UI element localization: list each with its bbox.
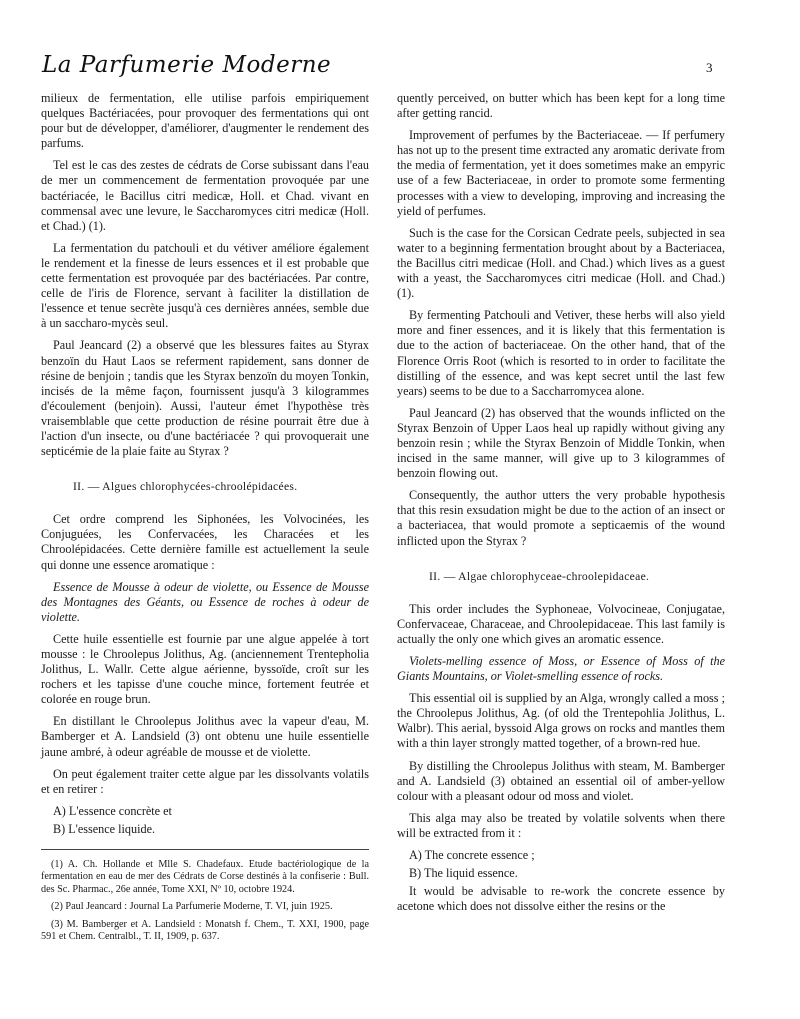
paragraph: This order includes the Syphoneae, Volvocineae, Conjugatae, Confervaceae, Characeae, and Chroolepidaceae. This last family is actually the only one which gives an aromatic essence. <box>397 601 725 646</box>
paragraph: It would be advisable to re-work the concrete essence by acetone which does not dissolve either the resins or the <box>397 884 725 914</box>
section-heading: II. — Algues chlorophycées-chroolépidacées. <box>73 480 298 494</box>
paragraph: By distilling the Chroolepus Jolithus with steam, M. Bamberger and A. Landsield (3) obtained an essential oil of amber-yellow colour with a pleasant odour od moss and violet. <box>397 758 725 803</box>
paragraph: En distillant le Chroolepus Jolithus avec la vapeur d'eau, M. Bamberger et A. Landsield (3) ont obtenu une huile essentielle jaune ambré, à odeur agréable de mousse et de violette. <box>41 714 369 759</box>
paragraph: This alga may also be treated by volatile solvents when there will be extracted from it : <box>397 810 725 840</box>
right-column-english <box>397 91 725 921</box>
list-item-a: A) L'essence concrète et <box>53 803 172 818</box>
footnote-1: (1) A. Ch. Hollande et Mlle S. Chadefaux. Etude bactériologique de la fermentation en eau de mer des Cédrats de Corse destinés à la confiserie : Bull. des Sc. Pharmac., 26e année, Tome XXI, Nº 10, octobre 1924. <box>41 859 369 895</box>
paragraph: Paul Jeancard (2) a observé que les blessures faites au Styrax benzoïn du Haut Laos se referment rapidement, sans donner de résine de benjoin ; tandis que les Styrax benzoïn du moyen Tonkin, incisés de la même façon, fournissent jusqu'à 3 kilogrammes d'écoulement (benjoin). Aussi, l'auteur émet l'hypothèse très vraisemblable que cette production de résine pourrait être due à l'action d'un insecte, ou d'une bactériacée ? qui provoquerait une septicémie de la plaie faite au Styrax ? <box>41 338 369 459</box>
list-item-a: A) The concrete essence ; <box>409 848 535 863</box>
paragraph-italic: Essence de Mousse à odeur de violette, ou Essence de Mousse des Montagnes des Géants, ou Essence de roches à odeur de violette. <box>41 579 369 624</box>
paragraph: La fermentation du patchouli et du vétiver améliore également le rendement et la finesse de leurs essences et il est probable que cette fermentation est provoquée par des bactériacées. Par contre, celle de l'iris de Florence, servant à faciliter la distillation de l'essence et tenue secrète jusqu'à ces dernières années, semble due à un saccharo-mycès seul. <box>41 240 369 331</box>
paragraph: Cette huile essentielle est fournie par une algue appelée à tort mousse : le Chroolepus Jolithus, Ag. (anciennement Trentepholia Jolithus, L. Wallr. Cette algue aérienne, byssoïde, croît sur les rochers et les tapisse d'une couche mince, fortement feutrée et colorée en rouge brun. <box>41 631 369 707</box>
paragraph: Tel est le cas des zestes de cédrats de Corse subissant dans l'eau de mer un commencement de fermentation provoquée par une bactériacée, le Bacillus citri medicæ, Holl. et Chad. vivant en commensal avec une levure, le Saccharomyces citri medicæ (Holl. et Chad.) (1). <box>41 158 369 233</box>
section-heading: II. — Algae chlorophyceae-chroolepidaceae. <box>429 569 650 583</box>
paragraph-italic: Violets-melling essence of Moss, or Essence of Moss of the Giants Mountains, or Violet-smelling essence of rocks. <box>397 654 725 684</box>
list-item-b: B) The liquid essence. <box>409 866 518 881</box>
paragraph: Improvement of perfumes by the Bacteriaceae. — If perfumery has not up to the present time extracted any aromatic derivate from the media of fermentation, yet it does sometimes make an empyric use of a few Bacteriaceae, in order to promote some fermenting processes with a view to developing, improving and increasing the yield of perfumes. <box>397 128 725 218</box>
footnote-3: (3) M. Bamberger et A. Landsield : Monatsh f. Chem., T. XXI, 1900, page 591 et Chem. Centralbl., T. II, 1909, p. 637. <box>41 918 369 943</box>
paragraph: By fermenting Patchouli and Vetiver, these herbs will also yield more and finer essences, and it is likely that this fermentation is due to the action of bacteriaceae. On the other hand, that of the Florence Orris Root (which is resorted to in order to facilitate the distilling of the essence, and was kept secret until the last few years) seems to be due to a Saccharromycea alone. <box>397 308 725 398</box>
paragraph: Cet ordre comprend les Siphonées, les Volvocinées, les Conjuguées, les Confervacées, les Characées et les Chroolépidacées. Cette dernière famille est actuellement la seule qui donne une essence aromatique : <box>41 512 369 572</box>
paragraph: On peut également traiter cette algue par les dissolvants volatils et en retirer : <box>41 766 369 796</box>
paragraph: Paul Jeancard (2) has observed that the wounds inflicted on the Styrax Benzoin of Upper Laos heal up rapidly without giving any benzoin resin ; while the Styrax Benzoin of Middle Tonkin, when incised in the same manner, will give up to 3 kilogrammes of benzoin flowing out. <box>397 405 725 481</box>
paragraph: quently perceived, on butter which has been kept for a long time after getting rancid. <box>397 91 725 121</box>
footnote-2: (2) Paul Jeancard : Journal La Parfumerie Moderne, T. VI, juin 1925. <box>51 901 333 913</box>
left-column-french <box>41 91 369 948</box>
paragraph: Such is the case for the Corsican Cedrate peels, subjected in sea water to a beginning fermentation brought about by a Bacteriacea, the Bacillus citri medicae (Holl. and Chad.) which lives as a guest with a yeast, the Saccharomyces citri medicae (Holl. and Chad.) (1). <box>397 225 725 301</box>
footnotes <box>41 849 369 943</box>
page-number: 3 <box>706 60 713 75</box>
paragraph: milieux de fermentation, elle utilise parfois empiriquement quelques Bactériacées, pour provoquer des fermentations qui ont pour but de développer, d'améliorer, d'augmenter le rendement des parfums. <box>41 91 369 151</box>
list-item-b: B) L'essence liquide. <box>53 821 156 836</box>
paragraph: This essential oil is supplied by an Alga, wrongly called a moss ; the Chroolepus Jolithus, Ag. (of old the Trentepohlia Jolithus, L. Walbr). This aerial, byssoid Alga grows on rocks and mantles them with a thin layer strongly matted together, of a brown-red hue. <box>397 691 725 751</box>
paragraph: Consequently, the author utters the very probable hypothesis that this resin exsudation might be due to the action of an insect or a bacteriacea, that would promote a septicaemis of the wound inflicted upon the Styrax ? <box>397 488 725 548</box>
journal-title: La Parfumerie Moderne <box>42 52 332 78</box>
